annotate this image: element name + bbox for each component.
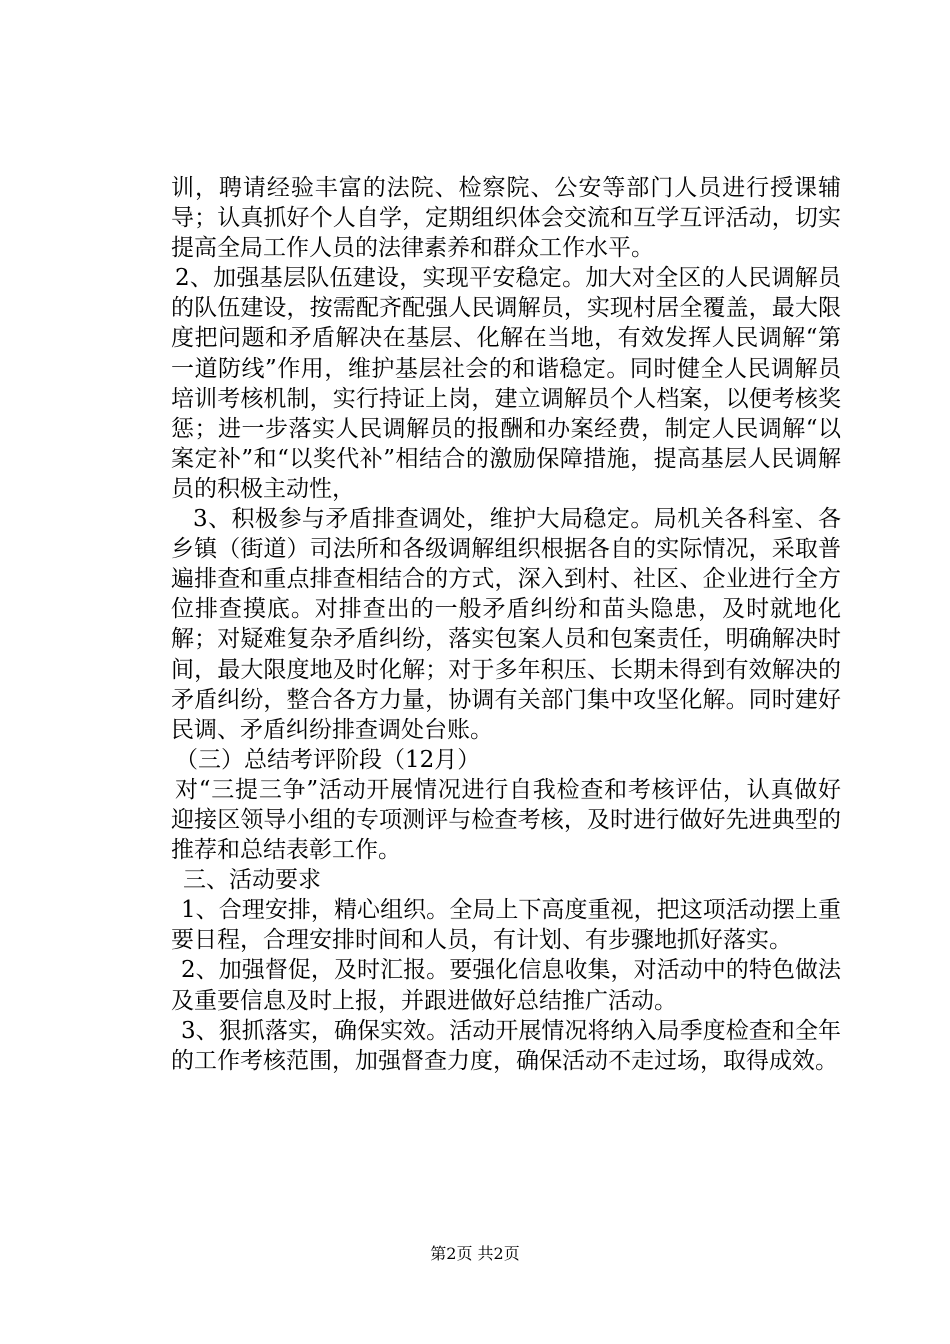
page-number-footer: 第2页 共2页 bbox=[430, 1244, 520, 1263]
paragraph-item-3-dispute-screening: 3、积极参与矛盾排查调处，维护大局稳定。局机关各科室、各乡镇（街道）司法所和各级调解组织根据各自的实际情况，采取普遍排查和重点排查相结合的方式，深入到村、社区、企业进行全方位排查摸底。对排查出的一般矛盾纠纷和苗头隐患，及时就地化解；对疑难复杂矛盾纠纷，落实包案人员和包案责任，明确解决时间，最大限度地及时化解；对于多年积压、长期未得到有效解决的矛盾纠纷，整合各方力量，协调有关部门集中攻坚化解。同时建好民调、矛盾纠纷排查调处台账。 bbox=[171, 506, 841, 743]
section-heading-summary-phase: （三）总结考评阶段（12月） bbox=[175, 746, 481, 773]
section-heading-activity-requirements: 三、活动要求 bbox=[183, 867, 321, 894]
paragraph-item-2-grassroots-team: 2、加强基层队伍建设，实现平安稳定。加大对全区的人民调解员的队伍建设，按需配齐配强人民调解员，实现村居全覆盖，最大限度把问题和矛盾解决在基层、化解在当地，有效发挥人民调解“第一道防线”作用，维护基层社会的和谐稳定。同时健全人民调解员培训考核机制，实行持证上岗，建立调解员个人档案，以便考核奖惩；进一步落实人民调解员的报酬和办案经费，制定人民调解“以案定补”和“以奖代补”相结合的激励保障措施，提高基层人民调解员的积极主动性， bbox=[171, 265, 841, 502]
paragraph-requirement-2: 2、加强督促，及时汇报。要强化信息收集，对活动中的特色做法及重要信息及时上报，并跟进做好总结推广活动。 bbox=[171, 957, 841, 1014]
paragraph-requirement-1: 1、合理安排，精心组织。全局上下高度重视，把这项活动摆上重要日程，合理安排时间和人员，有计划、有步骤地抓好落实。 bbox=[171, 897, 841, 954]
paragraph-requirement-3: 3、狠抓落实，确保实效。活动开展情况将纳入局季度检查和全年的工作考核范围，加强督查力度，确保活动不走过场，取得成效。 bbox=[171, 1017, 841, 1074]
paragraph-summary-evaluation: 对“三提三争”活动开展情况进行自我检查和考核评估，认真做好迎接区领导小组的专项测评与检查考核，及时进行做好先进典型的推荐和总结表彰工作。 bbox=[171, 776, 841, 864]
document-body bbox=[171, 173, 841, 1076]
paragraph-training-continued: 训，聘请经验丰富的法院、检察院、公安等部门人员进行授课辅导；认真抓好个人自学，定期组织体会交流和互学互评活动，切实提高全局工作人员的法律素养和群众工作水平。 bbox=[171, 175, 841, 262]
